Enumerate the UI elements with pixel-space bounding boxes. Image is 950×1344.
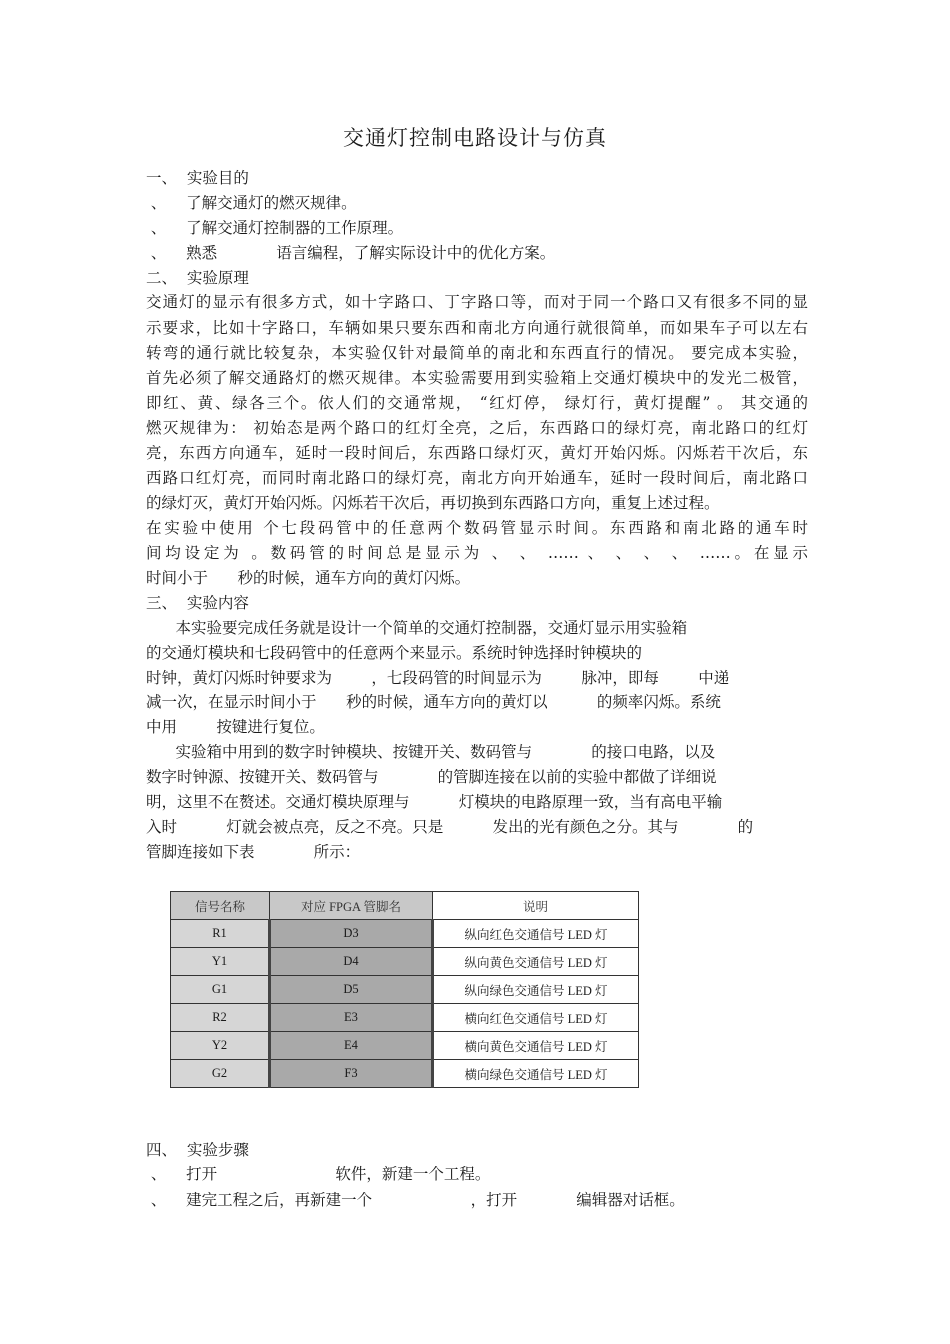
paragraph-line: 交通灯的显示有很多方式，如十字路口、丁字路口等，而对于同一个路口又有很多不同的显: [146, 293, 808, 311]
signal-name-cell: R1: [171, 920, 270, 948]
paragraph-line: 西路口红灯亮，而同时南北路口的绿灯亮，南北方向开始通车，延时一段时间后，南北路口: [146, 469, 808, 487]
header-fpga-pin: 对应 FPGA 管脚名: [270, 892, 433, 920]
table-row: [171, 1060, 639, 1088]
description-cell: 横向黄色交通信号 LED 灯: [433, 1032, 639, 1060]
header-description: 说明: [433, 892, 639, 920]
paragraph-line: 亮，东西方向通车，延时一段时间后，东西路口绿灯灭，黄灯开始闪烁。闪烁若干次后，东: [146, 444, 808, 462]
table-row: [171, 920, 639, 948]
paragraph-line: 示要求，比如十字路口，车辆如果只要东西和南北方向通行就很简单，而如果车子可以左右: [146, 319, 808, 337]
paragraph-line: 管脚连接如下表 所示：: [146, 843, 361, 861]
paragraph-line: 数字时钟源、按键开关、数码管与 的管脚连接在以前的实验中都做了详细说: [146, 768, 717, 786]
description-cell: 纵向黄色交通信号 LED 灯: [433, 948, 639, 976]
signal-name-cell: G1: [171, 976, 270, 1004]
step-item: 、 建完工程之后，再新建一个 ，打开 编辑器对话框。: [146, 1191, 685, 1209]
paragraph-line: 时钟，黄灯闪烁时钟要求为 ，七段码管的时间显示为 脉冲，即每 中递: [146, 669, 730, 687]
description-cell: 纵向绿色交通信号 LED 灯: [433, 976, 639, 1004]
table-row: [171, 1004, 639, 1032]
paragraph-line: 间均设定为 。数码管的时间总是显示为 、 、 …… 、 、 、 、 ……。在显示: [146, 544, 808, 562]
paragraph-line: 即红、黄、绿各三个。依人们的交通常规， “红灯停， 绿灯行，黄灯提醒” 。 其交通的: [146, 394, 808, 412]
paragraph-line: 明，这里不在赘述。交通灯模块原理与 灯模块的电路原理一致，当有高电平输: [146, 793, 723, 811]
table-row: [171, 1032, 639, 1060]
description-cell: 横向绿色交通信号 LED 灯: [433, 1060, 639, 1088]
section-heading-content: 三、 实验内容: [146, 594, 249, 612]
signal-name-cell: R2: [171, 1004, 270, 1032]
paragraph-line: 中用 按键进行复位。: [146, 718, 325, 736]
paragraph-line: 的交通灯模块和七段码管中的任意两个来显示。系统时钟选择时钟模块的: [146, 644, 643, 662]
section-heading-purpose: 一、 实验目的: [146, 169, 249, 187]
signal-name-cell: G2: [171, 1060, 270, 1088]
table-row: [171, 948, 639, 976]
header-signal-name: 信号名称: [171, 892, 270, 920]
fpga-pin-cell: E3: [270, 1004, 433, 1032]
fpga-pin-cell: D3: [270, 920, 433, 948]
fpga-pin-cell: F3: [270, 1060, 433, 1088]
fpga-pin-cell: E4: [270, 1032, 433, 1060]
paragraph-line: 在实验中使用 个七段码管中的任意两个数码管显示时间。东西路和南北路的通车时: [146, 519, 808, 537]
paragraph-line: 本实验要完成任务就是设计一个简单的交通灯控制器，交通灯显示用实验箱: [146, 619, 688, 637]
purpose-item: 、 了解交通灯的燃灭规律。: [146, 194, 357, 212]
fpga-pin-cell: D4: [270, 948, 433, 976]
signal-name-cell: Y2: [171, 1032, 270, 1060]
paragraph-line: 首先必须了解交通路灯的燃灭规律。本实验需要用到实验箱上交通灯模块中的发光二极管，: [146, 369, 808, 387]
table-header-row: [171, 892, 639, 920]
section-heading-principle: 二、 实验原理: [146, 269, 249, 287]
fpga-pin-cell: D5: [270, 976, 433, 1004]
pin-assignment-table: [170, 891, 639, 1088]
paragraph-line: 转弯的通行就比较复杂，本实验仅针对最简单的南北和东西直行的情况。 要完成本实验，: [146, 344, 808, 362]
paragraph-line: 入时 灯就会被点亮，反之不亮。只是 发出的光有颜色之分。其与 的: [146, 818, 754, 836]
table-row: [171, 976, 639, 1004]
signal-name-cell: Y1: [171, 948, 270, 976]
paragraph-line: 实验箱中用到的数字时钟模块、按键开关、数码管与 的接口电路，以及: [146, 743, 716, 761]
section-heading-steps: 四、 实验步骤: [146, 1141, 249, 1159]
step-item: 、 打开 软件，新建一个工程。: [146, 1165, 491, 1183]
paragraph-line: 燃灭规律为： 初始态是两个路口的红灯全亮，之后，东西路口的绿灯亮，南北路口的红灯: [146, 419, 808, 437]
purpose-item: 、 熟悉 语言编程，了解实际设计中的优化方案。: [146, 244, 556, 262]
paragraph-line: 的绿灯灭，黄灯开始闪烁。闪烁若干次后，再切换到东西路口方向，重复上述过程。: [146, 494, 720, 512]
description-cell: 横向红色交通信号 LED 灯: [433, 1004, 639, 1032]
document-title: 交通灯控制电路设计与仿真: [343, 126, 607, 150]
paragraph-line: 时间小于 秒的时候，通车方向的黄灯闪烁。: [146, 569, 471, 587]
description-cell: 纵向红色交通信号 LED 灯: [433, 920, 639, 948]
purpose-item: 、 了解交通灯控制器的工作原理。: [146, 219, 404, 237]
paragraph-line: 减一次，在显示时间小于 秒的时候，通车方向的黄灯以 的频率闪烁。系统: [146, 693, 721, 711]
